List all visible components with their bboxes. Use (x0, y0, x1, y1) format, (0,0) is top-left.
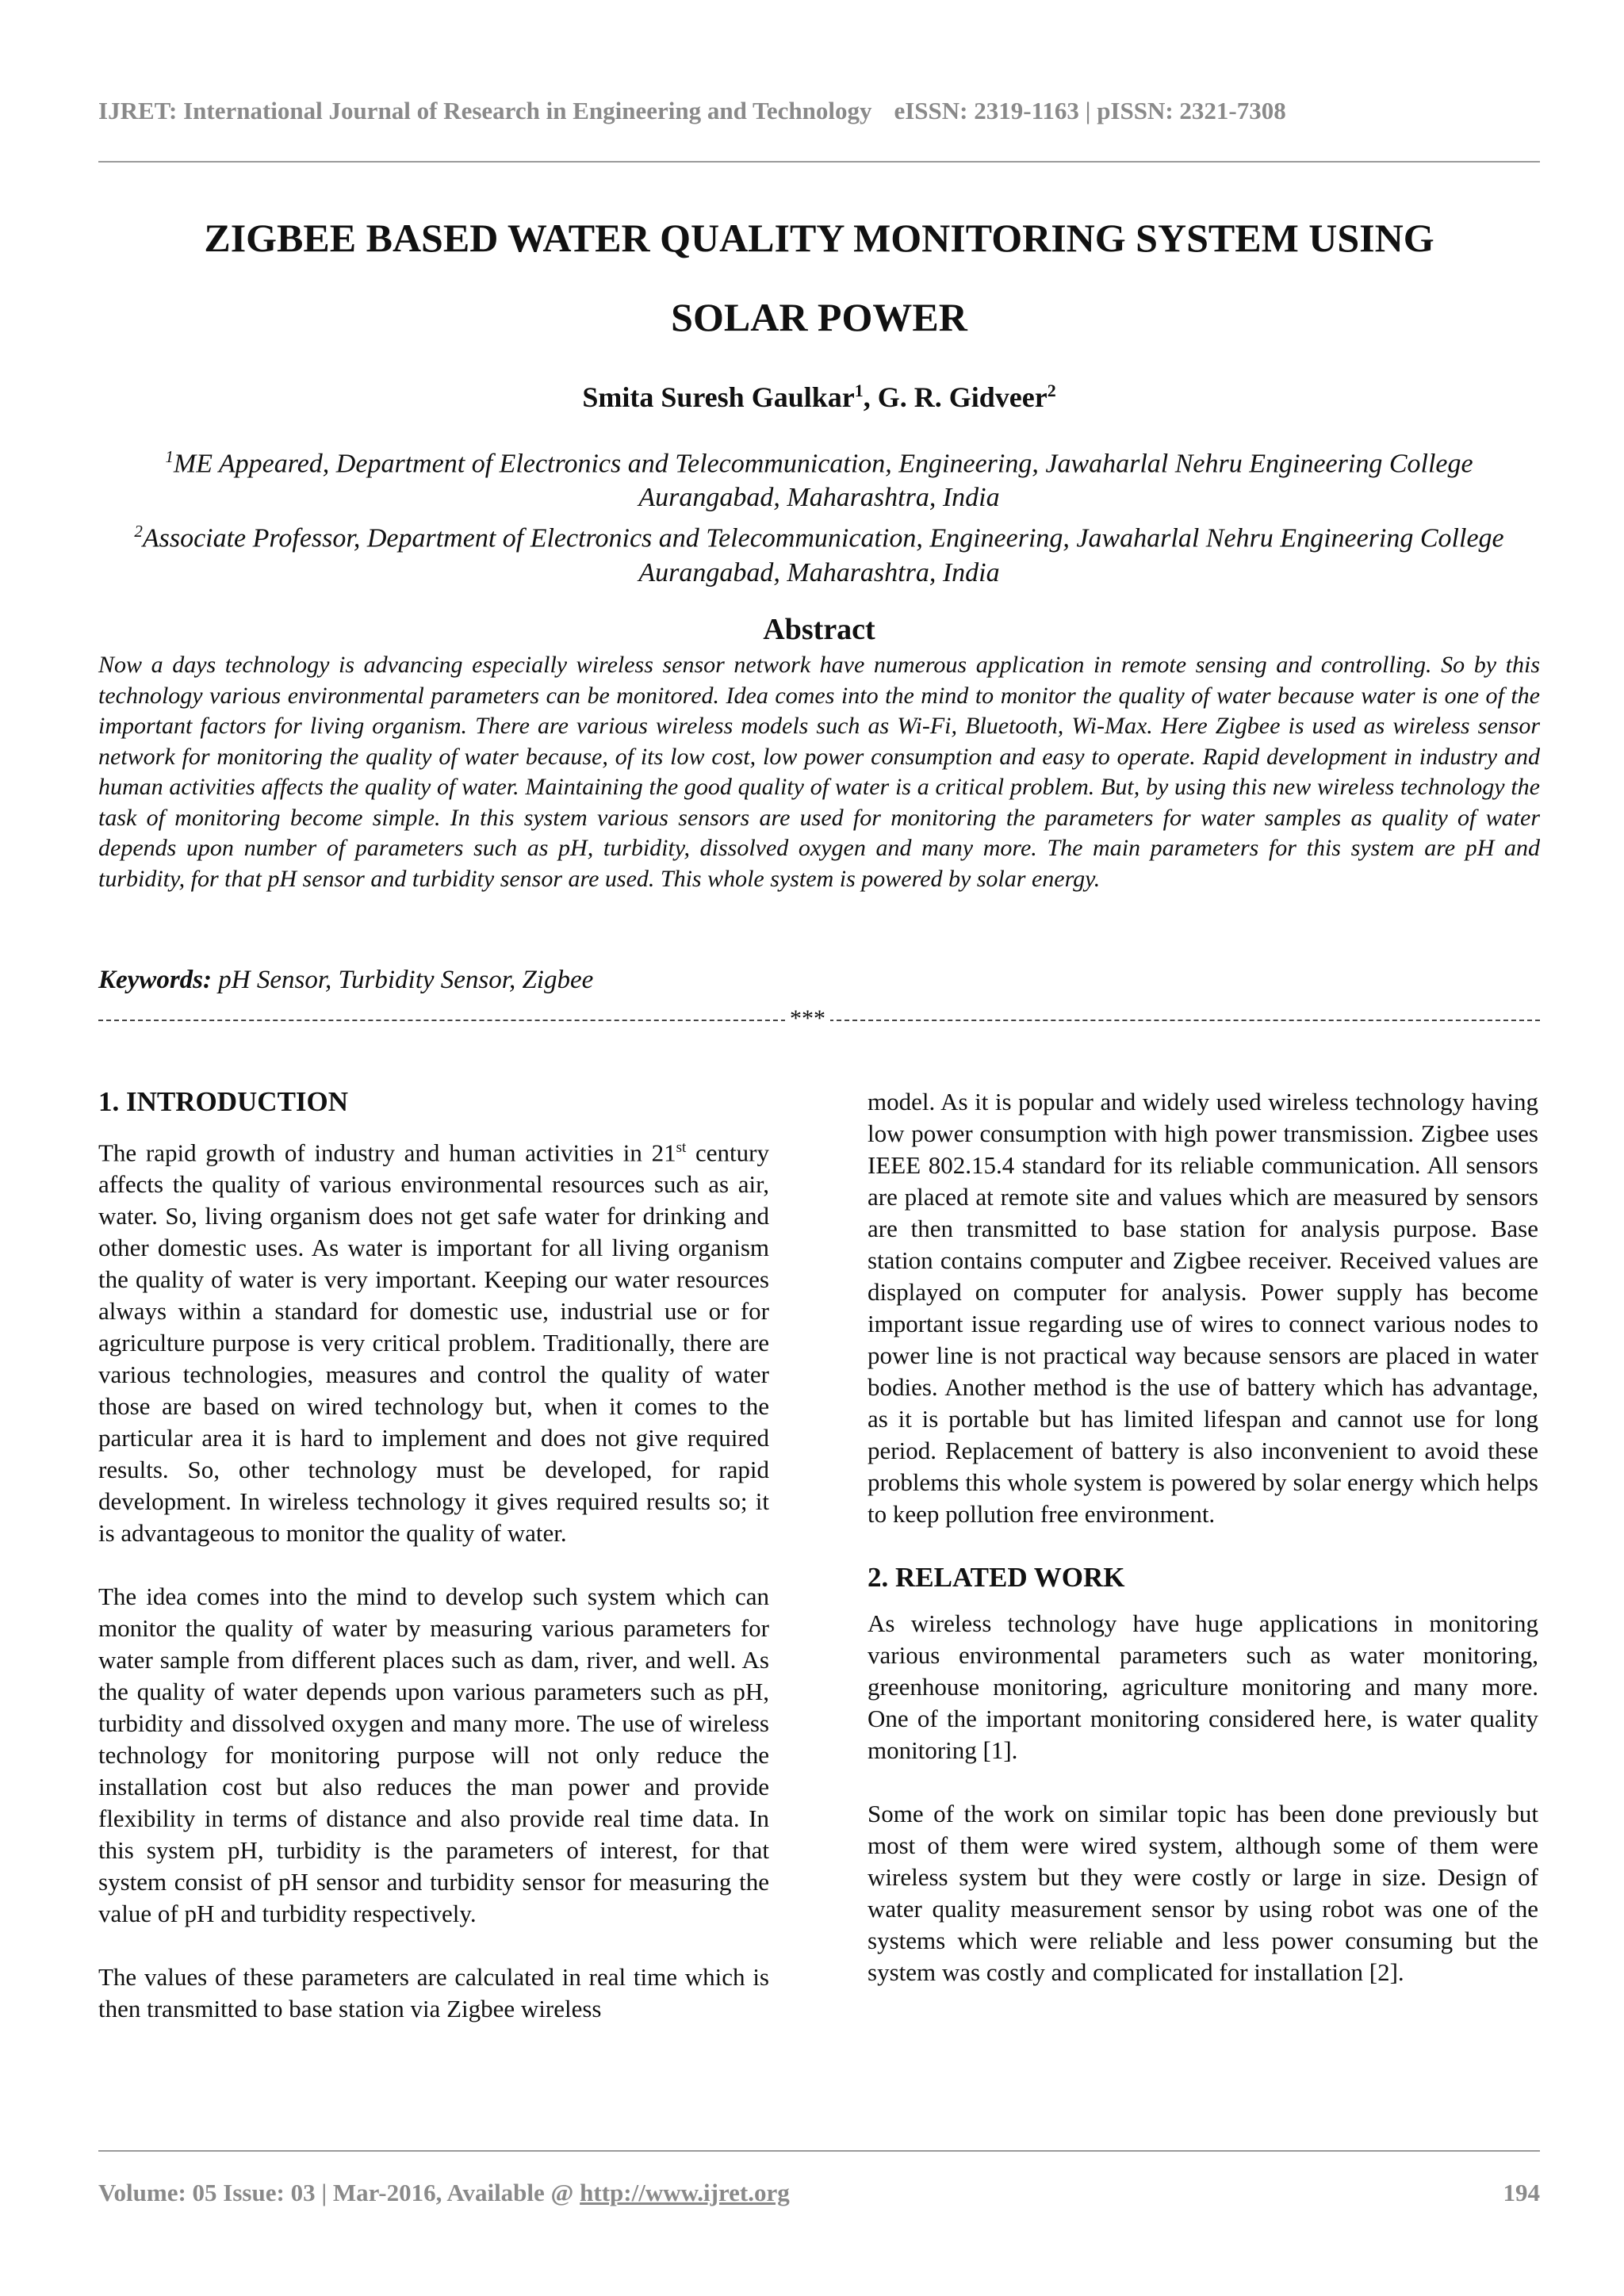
related-paragraph-2: Some of the work on similar topic has been done previously but most of them were wired system, although some of them were wireless system but they were costly or large in size. Design of water quality measurement sensor by using robot was one of the systems which were reliable and less power consuming but the system was costly and complicated for installation [2]. (868, 1800, 1538, 1986)
author-1: Smita Suresh Gaulkar (582, 381, 855, 413)
title-line-1: ZIGBEE BASED WATER QUALITY MONITORING SYSTEM USING (204, 216, 1434, 260)
intro-p1-rest: century affects the quality of various environmental resources such as air, water. So, living organism does not get safe water for drinking and other domestic uses. As water is important for all living organism the quality of water is very important. Keeping our water resources always within a standard for domestic use, industrial use or for agriculture purpose is very critical problem. Traditionally, there are various technologies, measures and control the quality of water those are based on wired technology but, when it comes to the particular area it is hard to implement and does not give required results. So, other technology must be developed, for rapid development. In wireless technology it gives required results so; it is advantageous to monitor the quality of water. (98, 1138, 769, 1548)
intro-paragraph-2: The idea comes into the mind to develop such system which can monitor the quality of water by measuring various parameters for water sample from different places such as dam, river, and well. As the quality of water depends upon various parameters such as pH, turbidity and dissolved oxygen and many more. The use of wireless technology for monitoring purpose will not only reduce the installation cost but also reduces the man power and provide flexibility in terms of distance and also provide real time data. In this system pH, turbidity is the parameters of interest, for that system consist of pH sensor and turbidity sensor for measuring the value of pH and turbidity respectively. (98, 1582, 769, 1928)
journal-link[interactable]: http://www.ijret.org (580, 2179, 790, 2206)
abstract-text: Now a days technology is advancing especially wireless sensor network have numerous application in remote sensing and controlling. So by this technology various environmental parameters can be monitored. Idea comes into the mind to monitor the quality of water because water is one of the important factors for living organism. There are various wireless models such as Wi-Fi, Bluetooth, Wi-Max. Here Zigbee is used as wireless sensor network for monitoring the quality of water because, of its low cost, low power consumption and easy to operate. Rapid development in industry and human activities affects the quality of water. Maintaining the good quality of water is a critical problem. But, by using this new wireless technology the task of monitoring become simple. In this system various sensors are used for monitoring the parameters for water samples as quality of water depends upon number of parameters such as pH, turbidity, dissolved oxygen and many more. The main parameters for this system are pH and turbidity, for that pH sensor and turbidity sensor are used. This whole system is powered by solar energy. (98, 652, 1540, 892)
footer-rule (98, 2150, 1540, 2152)
author-2: G. R. Gidveer (877, 381, 1048, 413)
affiliation-2 (98, 515, 1540, 589)
intro-paragraph-1 (98, 1132, 769, 1549)
affiliations (98, 440, 1540, 590)
page-number: 194 (1503, 2179, 1540, 2206)
footer-volume: Volume: 05 Issue: 03 | Mar-2016, Available @ (98, 2179, 580, 2206)
affiliation-1 (98, 440, 1540, 515)
affiliation-2-text: Associate Professor, Department of Electronics and Telecommunication, Engineering, Jawaharlal Nehru Engineering College Aurangabad, Maharashtra, India (142, 523, 1504, 587)
author-list (98, 381, 1540, 414)
issn-info: eISSN: 2319-1163 | pISSN: 2321-7308 (894, 97, 1286, 124)
author-1-affil-mark: 1 (854, 381, 864, 400)
related-paragraph-1: As wireless technology have huge applications in monitoring various environmental parameters such as water monitoring, greenhouse monitoring, agriculture monitoring and many more. One of the important monitoring considered here, is water quality monitoring [1]. (868, 1609, 1538, 1764)
running-header (98, 97, 1286, 125)
affiliation-2-mark: 2 (134, 522, 143, 541)
header-rule (98, 161, 1540, 163)
right-column (868, 1086, 1538, 1988)
intro-p1-start: The rapid growth of industry and human activities in 21 (98, 1138, 676, 1167)
intro-continuation: model. As it is popular and widely used wireless technology having low power consumption with high power transmission. Zigbee uses IEEE 802.15.4 standard for its reliable communication. All sensors are placed at remote site and values which are measured by sensors are then transmitted to base station for analysis purpose. Base station contains computer and Zigbee receiver. Received values are displayed on computer for analysis. Power supply has become important issue regarding use of wires to connect various nodes to power line is not practical way because sensors are placed in water bodies. Another method is the use of battery which has advantage, as it is portable but has limited lifespan and cannot use for long period. Replacement of battery is also inconvenient to avoid these problems this whole system is powered by solar energy which helps to keep pollution free environment. (868, 1088, 1538, 1528)
journal-name: IJRET: International Journal of Research in Engineering and Technology (98, 97, 872, 124)
left-column (98, 1086, 769, 2025)
affiliation-1-mark: 1 (165, 447, 174, 466)
intro-heading: 1. INTRODUCTION (98, 1086, 349, 1117)
keywords (98, 966, 593, 995)
author-2-affil-mark: 2 (1047, 381, 1056, 400)
intro-paragraph-3: The values of these parameters are calculated in real time which is then transmitted to base station via Zigbee wireless (98, 1963, 769, 2023)
footer (98, 2179, 790, 2207)
ordinal-sup: st (676, 1139, 687, 1156)
title-line-2: SOLAR POWER (671, 295, 967, 339)
keywords-list: pH Sensor, Turbidity Sensor, Zigbee (212, 966, 594, 994)
separator-stars: *** (785, 1005, 830, 1032)
related-work-heading: 2. RELATED WORK (868, 1562, 1125, 1593)
paper-title (98, 198, 1540, 357)
author-separator: , (863, 381, 878, 413)
abstract-heading: Abstract (763, 613, 875, 646)
affiliation-1-text: ME Appeared, Department of Electronics and Telecommunication, Engineering, Jawaharlal Nehru Engineering College Aurangabad, Maharashtra, India (173, 449, 1473, 513)
keywords-label: Keywords: (98, 966, 212, 994)
